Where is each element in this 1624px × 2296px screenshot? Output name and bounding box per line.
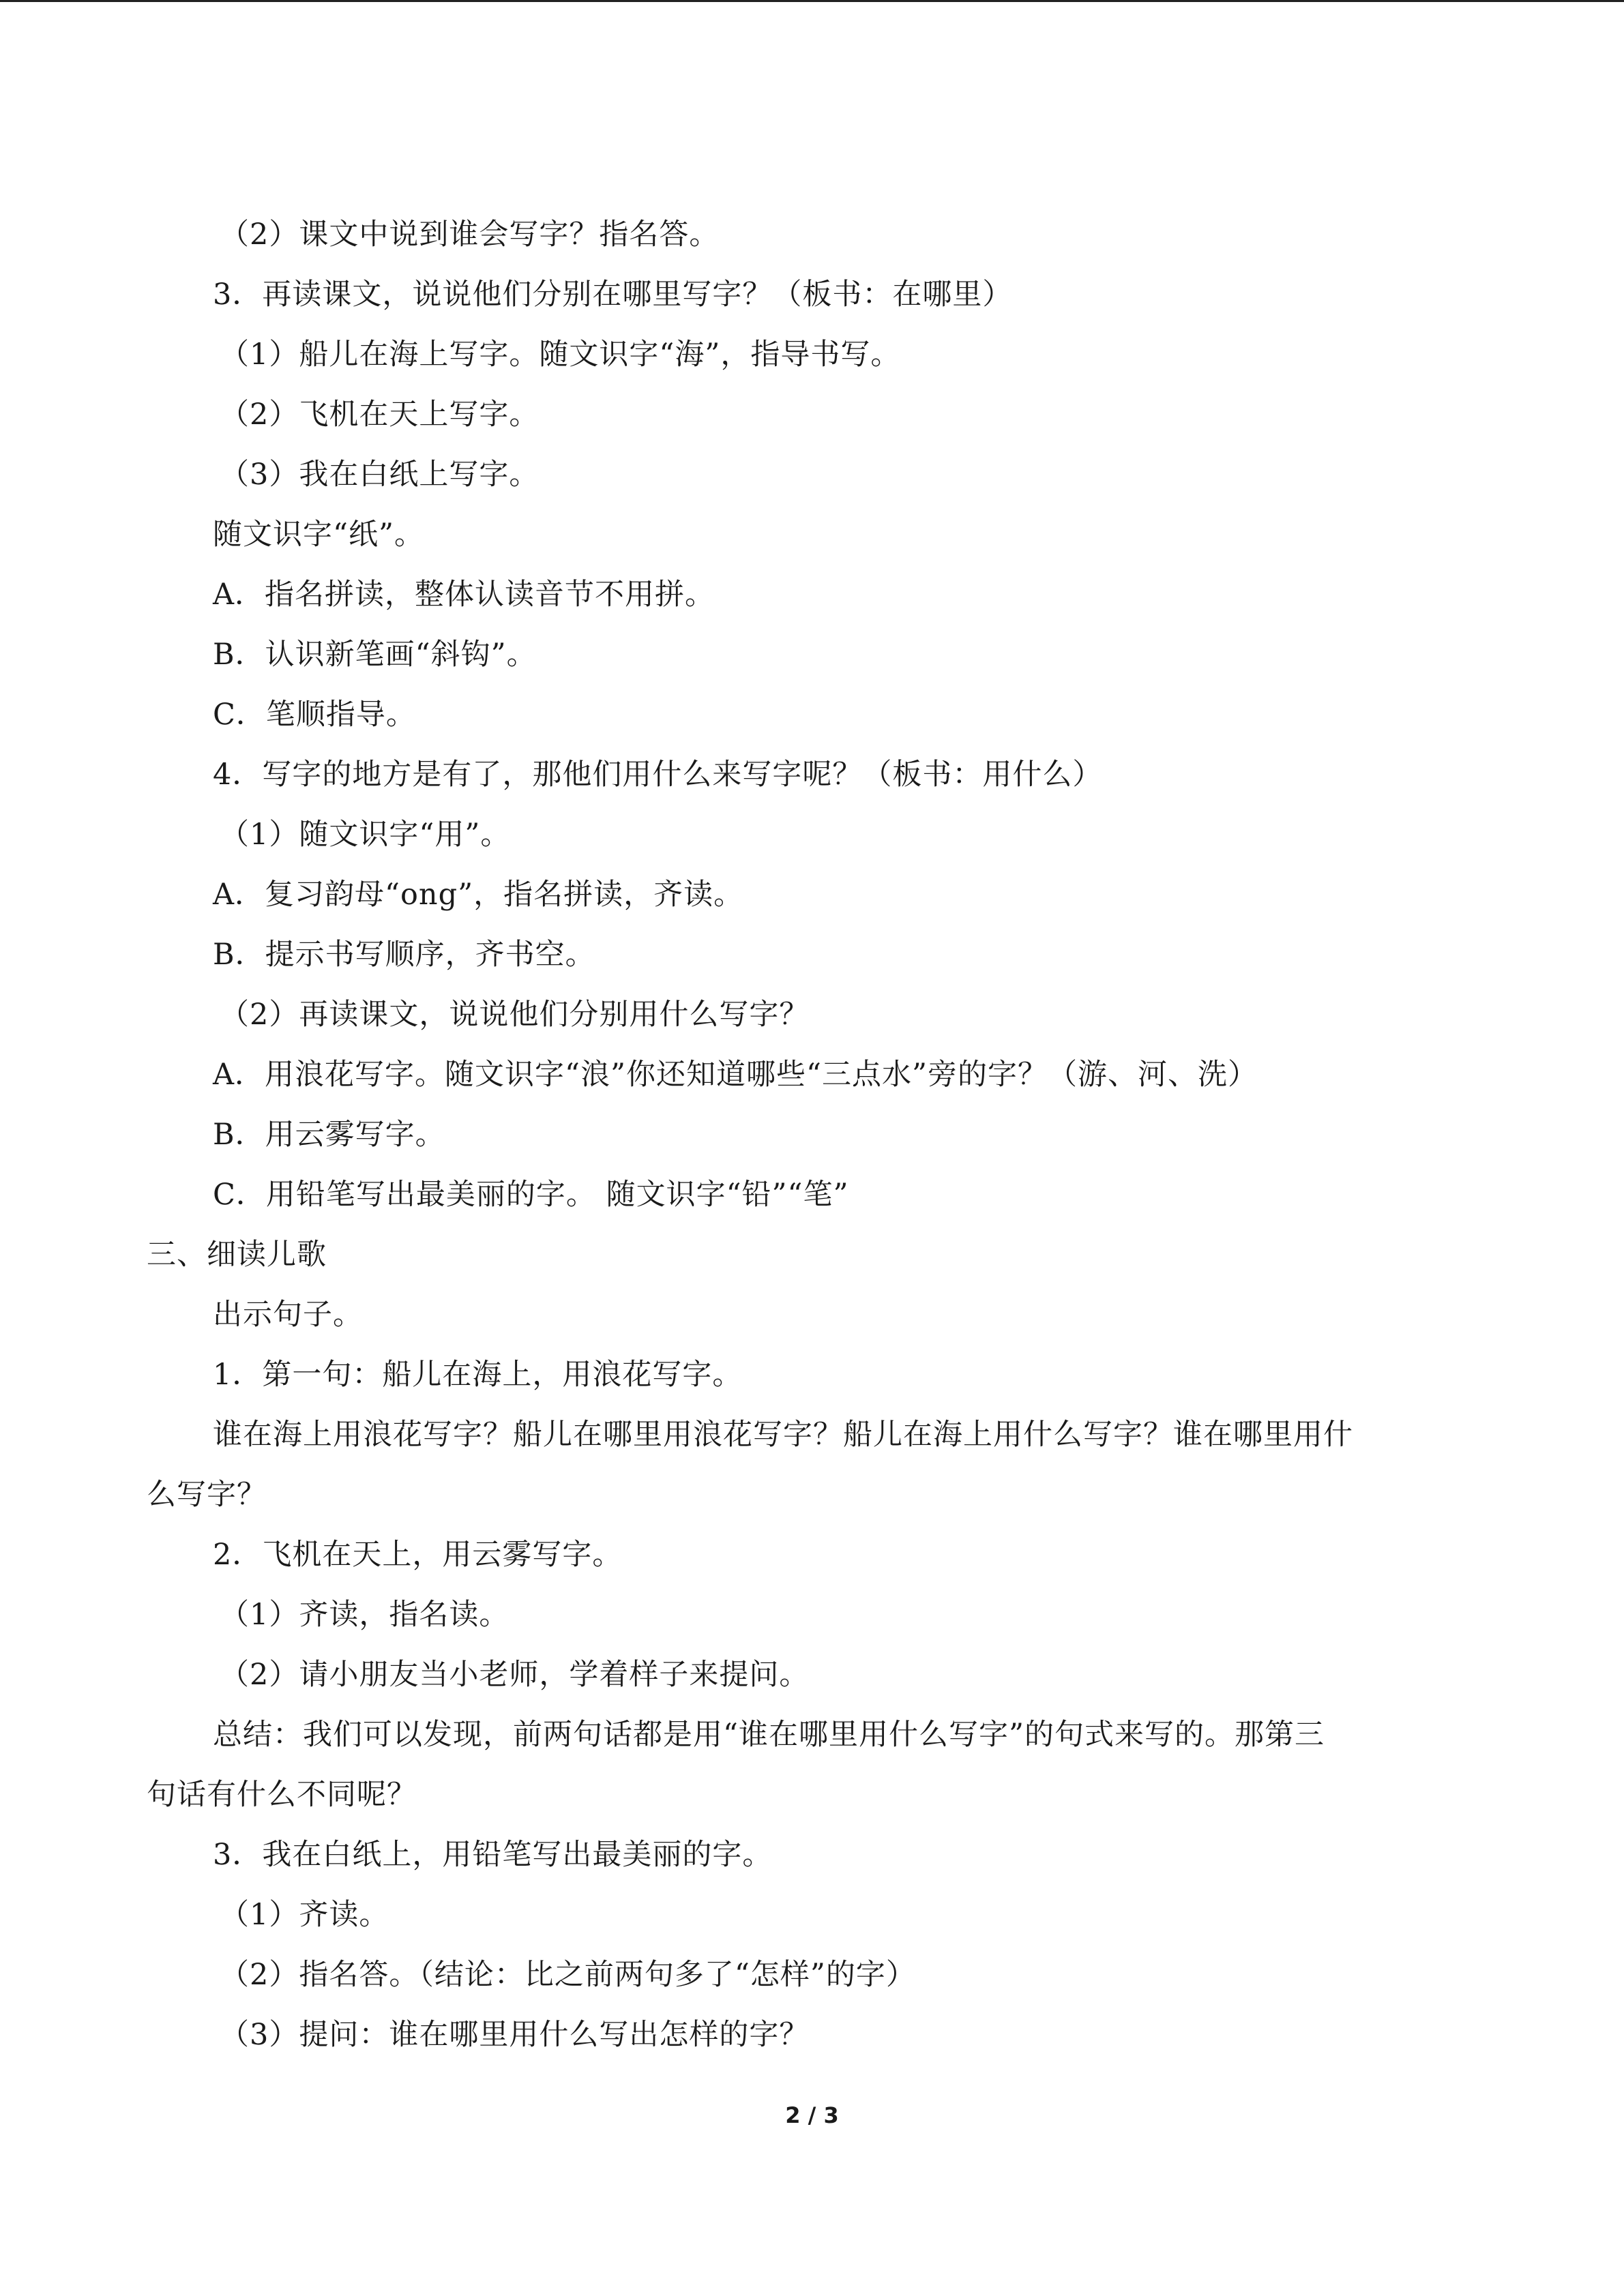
text-line: （2）课文中说到谁会写字？指名答。 xyxy=(220,218,720,252)
text-line: 么写字？ xyxy=(147,1478,267,1512)
text-line: 4．写字的地方是有了，那他们用什么来写字呢？（板书：用什么） xyxy=(213,758,1103,792)
text-line: （1）船儿在海上写字。随文识字“海”，指导书写。 xyxy=(220,338,901,372)
text-line: （2）飞机在天上写字。 xyxy=(220,398,540,432)
text-line: 总结：我们可以发现，前两句话都是用“谁在哪里用什么写字”的句式来写的。那第三 xyxy=(213,1718,1325,1752)
text-line: （2）再读课文，说说他们分别用什么写字？ xyxy=(220,998,810,1032)
text-line: B．提示书写顺序，齐书空。 xyxy=(213,938,595,972)
text-line: B．用云雾写字。 xyxy=(213,1118,445,1152)
text-line: （1）齐读，指名读。 xyxy=(220,1598,510,1632)
text-line: C．笔顺指导。 xyxy=(213,698,416,732)
text-line: C．用铅笔写出最美丽的字。 随文识字“铅”“笔” xyxy=(213,1178,849,1212)
text-line: （2）指名答。（结论：比之前两句多了“怎样”的字） xyxy=(220,1958,916,1992)
text-line: A．复习韵母“ong”，指名拼读，齐读。 xyxy=(213,878,744,912)
text-line: （1）随文识字“用”。 xyxy=(220,818,511,852)
text-line: A．指名拼读，整体认读音节不用拼。 xyxy=(213,578,715,612)
text-line: 1．第一句：船儿在海上，用浪花写字。 xyxy=(213,1358,743,1392)
text-line: B．认识新笔画“斜钩”。 xyxy=(213,638,537,672)
page-number: 2 / 3 xyxy=(785,2102,839,2128)
text-line: 出示句子。 xyxy=(213,1298,363,1332)
text-line: A．用浪花写字。随文识字“浪”你还知道哪些“三点水”旁的字？（游、河、洗） xyxy=(213,1058,1258,1092)
text-line: 随文识字“纸”。 xyxy=(213,518,424,552)
text-line: 3．我在白纸上，用铅笔写出最美丽的字。 xyxy=(213,1838,773,1872)
text-line: 句话有什么不同呢？ xyxy=(147,1778,417,1812)
text-line: （3）我在白纸上写字。 xyxy=(220,458,540,492)
text-line: （1）齐读。 xyxy=(220,1898,389,1932)
text-line: 3．再读课文，说说他们分别在哪里写字？（板书：在哪里） xyxy=(213,278,1013,312)
text-line: （2）请小朋友当小老师，学着样子来提问。 xyxy=(220,1658,810,1692)
text-line: 谁在海上用浪花写字？船儿在哪里用浪花写字？船儿在海上用什么写字？谁在哪里用什 xyxy=(213,1418,1353,1452)
text-line: （3）提问：谁在哪里用什么写出怎样的字？ xyxy=(220,2018,810,2052)
section-heading: 三、细读儿歌 xyxy=(147,1238,327,1272)
text-line: 2．飞机在天上，用云雾写字。 xyxy=(213,1538,623,1572)
